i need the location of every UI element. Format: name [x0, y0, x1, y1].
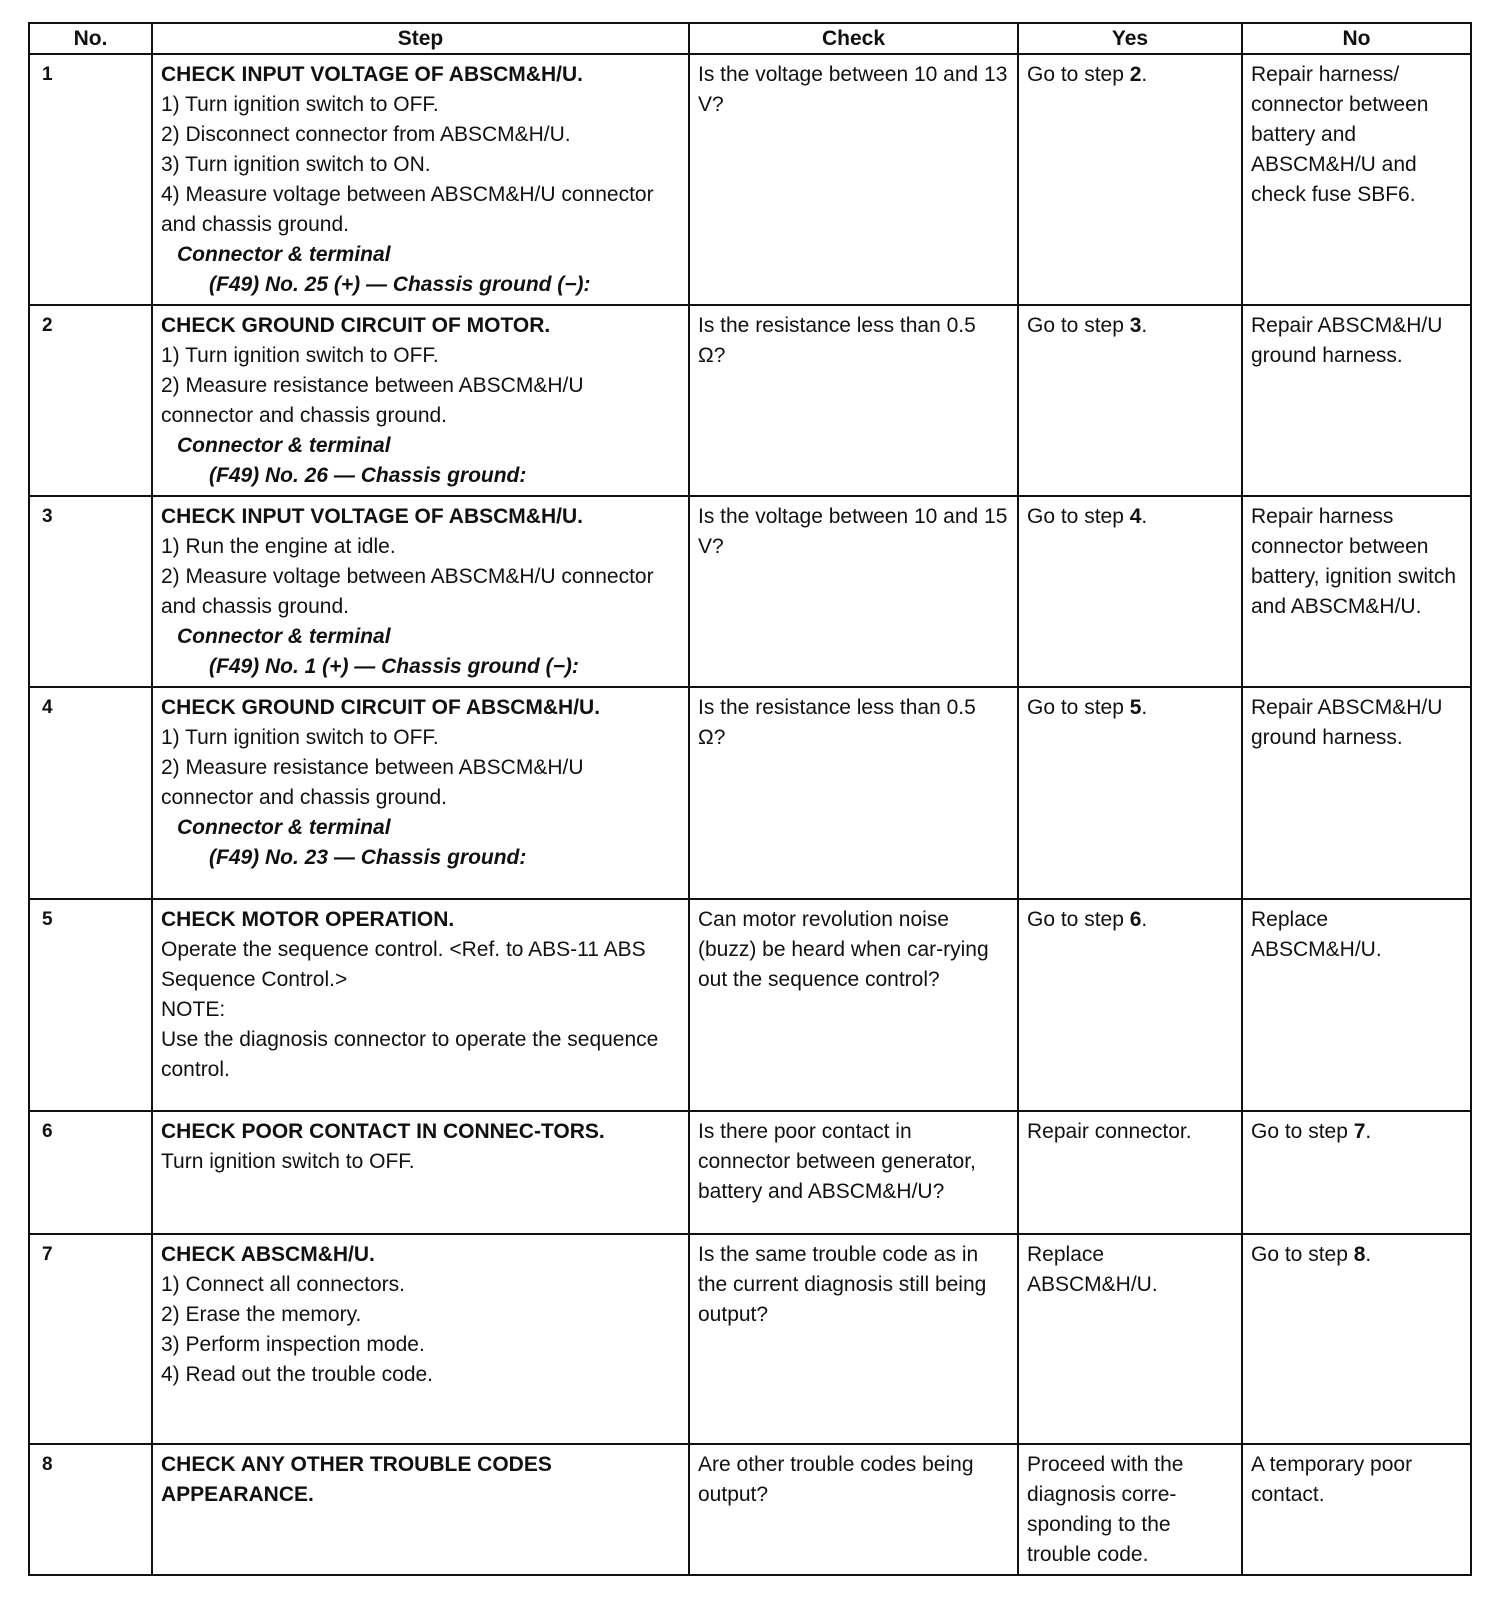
yes-text: Go to step — [1027, 696, 1130, 719]
step-instruction: NOTE: — [161, 998, 226, 1021]
step-number: 5 — [29, 899, 152, 1111]
yes-step-ref: 5 — [1129, 696, 1142, 719]
connector-terminal-label: Connector & terminal — [177, 243, 391, 266]
step-number: 7 — [29, 1234, 152, 1444]
step-instruction: 4) Read out the trouble code. — [161, 1363, 434, 1386]
yes-cell — [1018, 305, 1242, 496]
no-text: Repair harness connector between battery, ignition switch and ABSCM&H/U. — [1251, 505, 1457, 618]
no-cell — [1242, 54, 1471, 305]
step-instruction: 2) Measure resistance between ABSCM&H/U connector and chassis ground. — [161, 756, 584, 809]
table-row — [29, 899, 1471, 1111]
no-cell — [1242, 496, 1471, 687]
step-instruction: 2) Measure resistance between ABSCM&H/U connector and chassis ground. — [161, 374, 584, 427]
yes-suffix: . — [1141, 314, 1148, 337]
table-row — [29, 496, 1471, 687]
yes-text: Go to step — [1027, 908, 1130, 931]
step-title: CHECK POOR CONTACT IN CONNEC-TORS. — [161, 1120, 605, 1143]
step-cell — [152, 496, 689, 687]
check-cell: Is the resistance less than 0.5 Ω? — [689, 687, 1018, 899]
connector-terminal-value: (F49) No. 1 (+) — Chassis ground (−): — [209, 655, 579, 678]
step-instruction: Use the diagnosis connector to operate the sequence control. — [161, 1028, 659, 1081]
no-cell — [1242, 1111, 1471, 1234]
yes-step-ref: 2 — [1129, 63, 1142, 86]
no-text: Repair harness/ connector between battery and ABSCM&H/U and check fuse SBF6. — [1251, 63, 1429, 206]
step-cell — [152, 305, 689, 496]
yes-text: Replace ABSCM&H/U. — [1027, 1243, 1158, 1296]
check-cell: Are other trouble codes being output? — [689, 1444, 1018, 1575]
step-number: 8 — [29, 1444, 152, 1575]
step-cell — [152, 899, 689, 1111]
no-text: Repair ABSCM&H/U ground harness. — [1251, 314, 1443, 367]
no-text: Go to step — [1251, 1120, 1354, 1143]
yes-step-ref: 3 — [1129, 314, 1142, 337]
step-instruction: 1) Turn ignition switch to OFF. — [161, 344, 439, 367]
yes-text: Go to step — [1027, 63, 1130, 86]
yes-cell — [1018, 1234, 1242, 1444]
table-row — [29, 687, 1471, 899]
diagnostic-procedure-sheet — [28, 22, 1470, 1576]
table-row — [29, 1234, 1471, 1444]
step-instruction: Turn ignition switch to OFF. — [161, 1150, 415, 1173]
yes-suffix: . — [1141, 505, 1148, 528]
step-instruction: 2) Erase the memory. — [161, 1303, 362, 1326]
no-text: Replace ABSCM&H/U. — [1251, 908, 1382, 961]
yes-step-ref: 6 — [1129, 908, 1142, 931]
header-no: No. — [29, 23, 152, 54]
yes-suffix: . — [1141, 696, 1148, 719]
step-number: 4 — [29, 687, 152, 899]
yes-text: Proceed with the diagnosis corre-sponding to the trouble code. — [1027, 1453, 1184, 1566]
yes-text: Go to step — [1027, 314, 1130, 337]
diagnostic-table — [28, 22, 1472, 1576]
step-cell — [152, 1111, 689, 1234]
no-cell — [1242, 899, 1471, 1111]
yes-cell — [1018, 54, 1242, 305]
table-row — [29, 305, 1471, 496]
header-step: Step — [152, 23, 689, 54]
table-header-row — [29, 23, 1471, 54]
header-no-result: No — [1242, 23, 1471, 54]
connector-terminal-value: (F49) No. 25 (+) — Chassis ground (−): — [209, 273, 591, 296]
no-cell — [1242, 687, 1471, 899]
step-number: 3 — [29, 496, 152, 687]
step-instruction: 1) Run the engine at idle. — [161, 535, 396, 558]
no-text: Go to step — [1251, 1243, 1354, 1266]
step-cell — [152, 1234, 689, 1444]
step-title: CHECK ABSCM&H/U. — [161, 1243, 375, 1266]
step-cell — [152, 687, 689, 899]
step-instruction: 4) Measure voltage between ABSCM&H/U connector and chassis ground. — [161, 183, 654, 236]
yes-cell — [1018, 1111, 1242, 1234]
no-cell — [1242, 1234, 1471, 1444]
connector-terminal-value: (F49) No. 23 — Chassis ground: — [209, 846, 527, 869]
check-cell: Is the same trouble code as in the current diagnosis still being output? — [689, 1234, 1018, 1444]
connector-terminal-label: Connector & terminal — [177, 816, 391, 839]
step-title: CHECK ANY OTHER TROUBLE CODES APPEARANCE. — [161, 1453, 552, 1506]
step-number: 2 — [29, 305, 152, 496]
yes-cell — [1018, 687, 1242, 899]
yes-suffix: . — [1141, 63, 1148, 86]
yes-cell — [1018, 899, 1242, 1111]
no-cell — [1242, 305, 1471, 496]
yes-suffix: . — [1141, 908, 1148, 931]
yes-cell — [1018, 1444, 1242, 1575]
header-yes: Yes — [1018, 23, 1242, 54]
step-instruction: 1) Turn ignition switch to OFF. — [161, 726, 439, 749]
header-check: Check — [689, 23, 1018, 54]
check-cell: Is there poor contact in connector between generator, battery and ABSCM&H/U? — [689, 1111, 1018, 1234]
check-cell: Is the resistance less than 0.5 Ω? — [689, 305, 1018, 496]
no-step-ref: 7 — [1353, 1120, 1366, 1143]
step-title: CHECK INPUT VOLTAGE OF ABSCM&H/U. — [161, 63, 583, 86]
step-instruction: 1) Turn ignition switch to OFF. — [161, 93, 439, 116]
step-number: 1 — [29, 54, 152, 305]
no-step-ref: 8 — [1353, 1243, 1366, 1266]
step-instruction: 2) Disconnect connector from ABSCM&H/U. — [161, 123, 571, 146]
step-cell — [152, 54, 689, 305]
check-cell: Can motor revolution noise (buzz) be heard when car-rying out the sequence control? — [689, 899, 1018, 1111]
table-row — [29, 1444, 1471, 1575]
yes-text: Go to step — [1027, 505, 1130, 528]
no-text: Repair ABSCM&H/U ground harness. — [1251, 696, 1443, 749]
step-instruction: 3) Perform inspection mode. — [161, 1333, 425, 1356]
step-instruction: 3) Turn ignition switch to ON. — [161, 153, 431, 176]
no-suffix: . — [1365, 1243, 1372, 1266]
step-title: CHECK GROUND CIRCUIT OF MOTOR. — [161, 314, 551, 337]
connector-terminal-value: (F49) No. 26 — Chassis ground: — [209, 464, 527, 487]
no-suffix: . — [1365, 1120, 1372, 1143]
yes-cell — [1018, 496, 1242, 687]
step-title: CHECK MOTOR OPERATION. — [161, 908, 455, 931]
step-title: CHECK GROUND CIRCUIT OF ABSCM&H/U. — [161, 696, 601, 719]
step-instruction: 2) Measure voltage between ABSCM&H/U connector and chassis ground. — [161, 565, 654, 618]
table-row — [29, 54, 1471, 305]
no-cell — [1242, 1444, 1471, 1575]
step-instruction: 1) Connect all connectors. — [161, 1273, 405, 1296]
check-cell: Is the voltage between 10 and 13 V? — [689, 54, 1018, 305]
step-title: CHECK INPUT VOLTAGE OF ABSCM&H/U. — [161, 505, 583, 528]
step-number: 6 — [29, 1111, 152, 1234]
yes-step-ref: 4 — [1129, 505, 1142, 528]
step-instruction: Operate the sequence control. <Ref. to ABS-11 ABS Sequence Control.> — [161, 938, 646, 991]
check-cell: Is the voltage between 10 and 15 V? — [689, 496, 1018, 687]
connector-terminal-label: Connector & terminal — [177, 625, 391, 648]
no-text: A temporary poor contact. — [1251, 1453, 1413, 1506]
step-cell — [152, 1444, 689, 1575]
yes-text: Repair connector. — [1027, 1120, 1192, 1143]
table-row — [29, 1111, 1471, 1234]
connector-terminal-label: Connector & terminal — [177, 434, 391, 457]
